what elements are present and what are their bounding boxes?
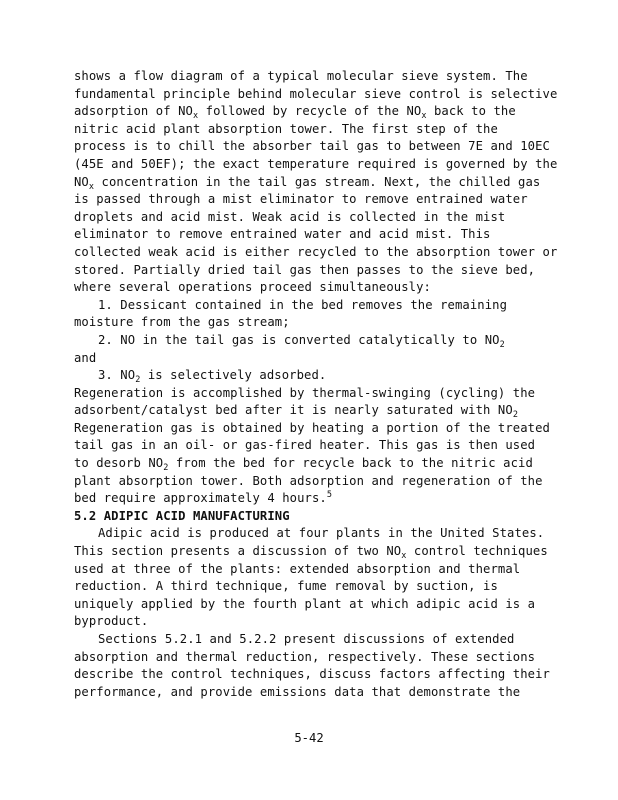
text-line: process is to chill the absorber tail gas to between 7E and 10EC	[74, 139, 550, 154]
text-line: performance, and provide emissions data that demonstrate the	[74, 684, 521, 699]
text-line: adsorbent/catalyst bed after it is nearly saturated with $NO_2$	[74, 403, 519, 421]
text-line: shows a flow diagram of a typical molecular sieve system. The	[74, 69, 528, 83]
footnote-ref: 5	[326, 490, 333, 501]
text-line: collected weak acid is either recycled to the absorption tower or	[74, 244, 558, 259]
text-line: Sections 5.2.1 and 5.2.2 present discussions of extended	[98, 632, 515, 646]
text-line: nitric acid plant absorption tower. The first step of the	[74, 121, 498, 136]
text-line: plant absorption tower. Both adsorption and regeneration of the	[74, 473, 543, 488]
list-item: 2. NO in the tail gas is converted catalytically to $NO_2$	[98, 332, 505, 350]
text-line: absorption and thermal reduction, respectively. These sections	[74, 649, 536, 664]
text-line: is passed through a mist eliminator to remove entrained water	[74, 192, 528, 207]
text-line: where several operations proceed simultaneously:	[74, 280, 431, 295]
text-line: moisture from the gas stream;	[74, 315, 290, 330]
text-line: stored. Partially dried tail gas then passes to the sieve bed,	[74, 262, 536, 277]
text-line: (45E and 50EF); the exact temperature required is governed by the	[74, 156, 558, 171]
text-line: reduction. A third technique, fume removal by suction, is	[74, 579, 498, 594]
text-line: used at three of the plants: extended absorption and thermal	[74, 561, 521, 576]
text-line: uniquely applied by the fourth plant at which adipic acid is a	[74, 596, 536, 611]
text-line: droplets and acid mist. Weak acid is collected in the mist	[74, 209, 506, 224]
text-line: fundamental principle behind molecular sieve control is selective	[74, 86, 558, 101]
text-line: byproduct.	[74, 614, 149, 629]
text-line: eliminator to remove entrained water and acid mist. This	[74, 227, 491, 242]
text-line: Adipic acid is produced at four plants in the United States.	[98, 526, 545, 541]
text-line: to desorb $NO_2$ from the bed for recycle back to the nitric acid	[74, 456, 533, 474]
text-line: and	[74, 350, 97, 365]
text-line: $NO_x$ concentration in the tail gas stream. Next, the chilled gas	[74, 174, 541, 192]
page-number: 5-42	[294, 731, 324, 745]
text-line: Regeneration gas is obtained by heating a portion of the treated	[74, 420, 550, 435]
text-line: tail gas in an oil- or gas-fired heater. This gas is then used	[74, 438, 536, 453]
section-heading: 5.2 ADIPIC ACID MANUFACTURING	[74, 508, 290, 523]
text-line: bed require approximately 4 hours.$^5$	[74, 490, 333, 506]
document-body	[74, 68, 558, 701]
text-line: Regeneration is accomplished by thermal-swinging (cycling) the	[74, 385, 536, 400]
list-item: 3. $NO_2$ is selectively adsorbed.	[98, 368, 327, 386]
text-line: This section presents a discussion of two $NO_x$ control techniques	[74, 544, 548, 562]
text-line: describe the control techniques, discuss factors affecting their	[74, 667, 550, 682]
text-line: adsorption of $NO_x$ followed by recycle of the $NO_x$ back to the	[74, 104, 516, 122]
list-item: 1. Dessicant contained in the bed removes the remaining	[98, 297, 508, 312]
